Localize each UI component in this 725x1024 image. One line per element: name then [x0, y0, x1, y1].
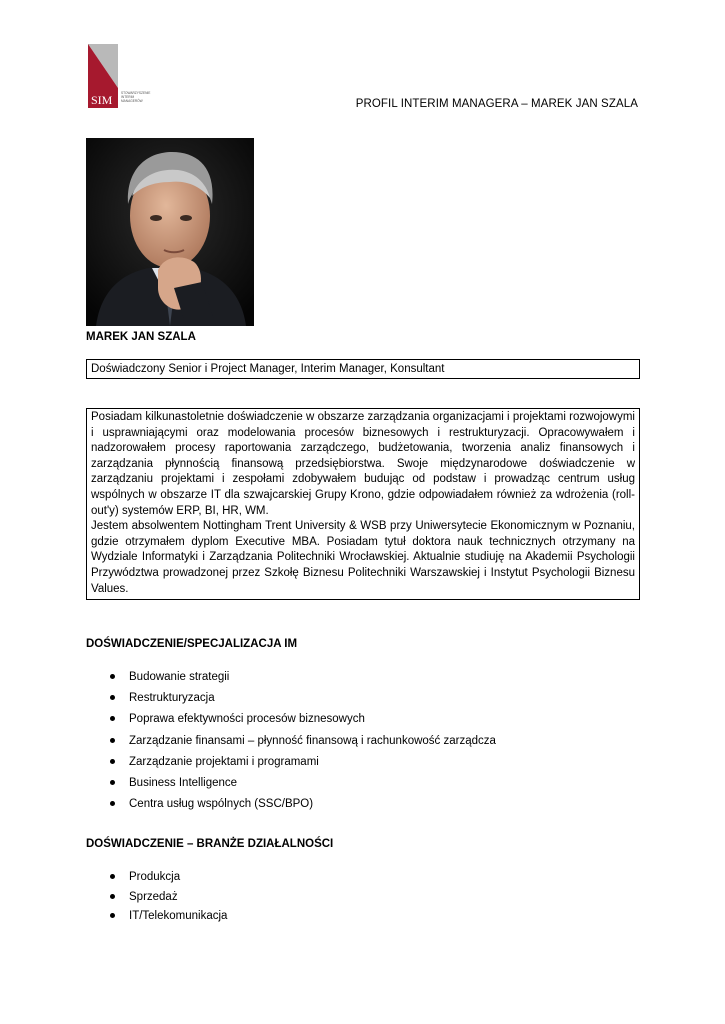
- summary-box: [86, 408, 640, 600]
- bullet-icon: [110, 780, 115, 785]
- summary-paragraph-2: Jestem absolwentem Nottingham Trent University & WSB przy Uniwersytecie Ekonomicznym w Poznaniu, gdzie otrzymałem dyplom Executive MBA. Posiadam tytuł doktora nauk technicznych otrzymany na Wydziale Informatyki i Zarządzania Politechniki Wrocławskiej. Aktualnie studiuję na Akademii Psychologii Przywództwa prowadzonej przez Szkołę Biznesu Politechniki Warszawskiej i Instytut Psychologii Biznesu Values.: [91, 520, 635, 595]
- list-item: Produkcja: [110, 869, 227, 889]
- list-item: Centra usług wspólnych (SSC/BPO): [110, 796, 496, 817]
- bullet-icon: [110, 801, 115, 806]
- role-text: Doświadczony Senior i Project Manager, Interim Manager, Konsultant: [91, 363, 445, 375]
- bullet-icon: [110, 674, 115, 679]
- industries-heading: DOŚWIADCZENIE – BRANŻE DZIAŁALNOŚCI: [86, 838, 334, 850]
- list-item: Restrukturyzacja: [110, 690, 496, 711]
- list-item: Sprzedaż: [110, 889, 227, 909]
- specialization-heading: DOŚWIADCZENIE/SPECJALIZACJA IM: [86, 638, 298, 650]
- list-item: Zarządzanie finansami – płynność finansową i rachunkowość zarządcza: [110, 733, 496, 754]
- list-item: Poprawa efektywności procesów biznesowych: [110, 711, 496, 732]
- list-item: Business Intelligence: [110, 775, 496, 796]
- logo-tagline: STOWARZYSZENIE INTERIM MANAGERÓW: [121, 91, 151, 103]
- list-item: Budowanie strategii: [110, 669, 496, 690]
- bullet-icon: [110, 874, 115, 879]
- list-item: IT/Telekomunikacja: [110, 908, 227, 928]
- specialization-list: [110, 669, 496, 817]
- bullet-icon: [110, 695, 115, 700]
- list-item: Zarządzanie projektami i programami: [110, 754, 496, 775]
- document-title: PROFIL INTERIM MANAGERA – MAREK JAN SZALA: [355, 98, 638, 110]
- bullet-icon: [110, 738, 115, 743]
- bullet-icon: [110, 913, 115, 918]
- logo-text: SIM: [91, 93, 113, 107]
- industries-list: [110, 869, 227, 928]
- bullet-icon: [110, 894, 115, 899]
- portrait-photo: [86, 138, 254, 326]
- person-name: MAREK JAN SZALA: [86, 331, 196, 343]
- role-box: [86, 359, 640, 379]
- bullet-icon: [110, 716, 115, 721]
- summary-paragraph-1: Posiadam kilkunastoletnie doświadczenie w obszarze zarządzania organizacjami i projektami rozwojowymi i usprawniającymi oraz modelowania procesów biznesowych i restrukturyzacji. Opracowywałem i nadzorowałem procesy raportowania zarządczego, budżetowania, tworzenia analiz finansowych i zarządzania płynnością finansową przedsiębiorstwa. Swoje międzynarodowe doświadczenie w zarządzaniu projektami i zespołami zdobywałem budując od podstaw i prowadząc centrum usług wspólnych w obszarze IT dla szwajcarskiej Grupy Krono, gdzie odpowiadałem również za wdrożenia (roll-out'y) systemów ERP, BI, HR, WM.: [91, 411, 635, 517]
- bullet-icon: [110, 759, 115, 764]
- sim-logo: [88, 44, 168, 110]
